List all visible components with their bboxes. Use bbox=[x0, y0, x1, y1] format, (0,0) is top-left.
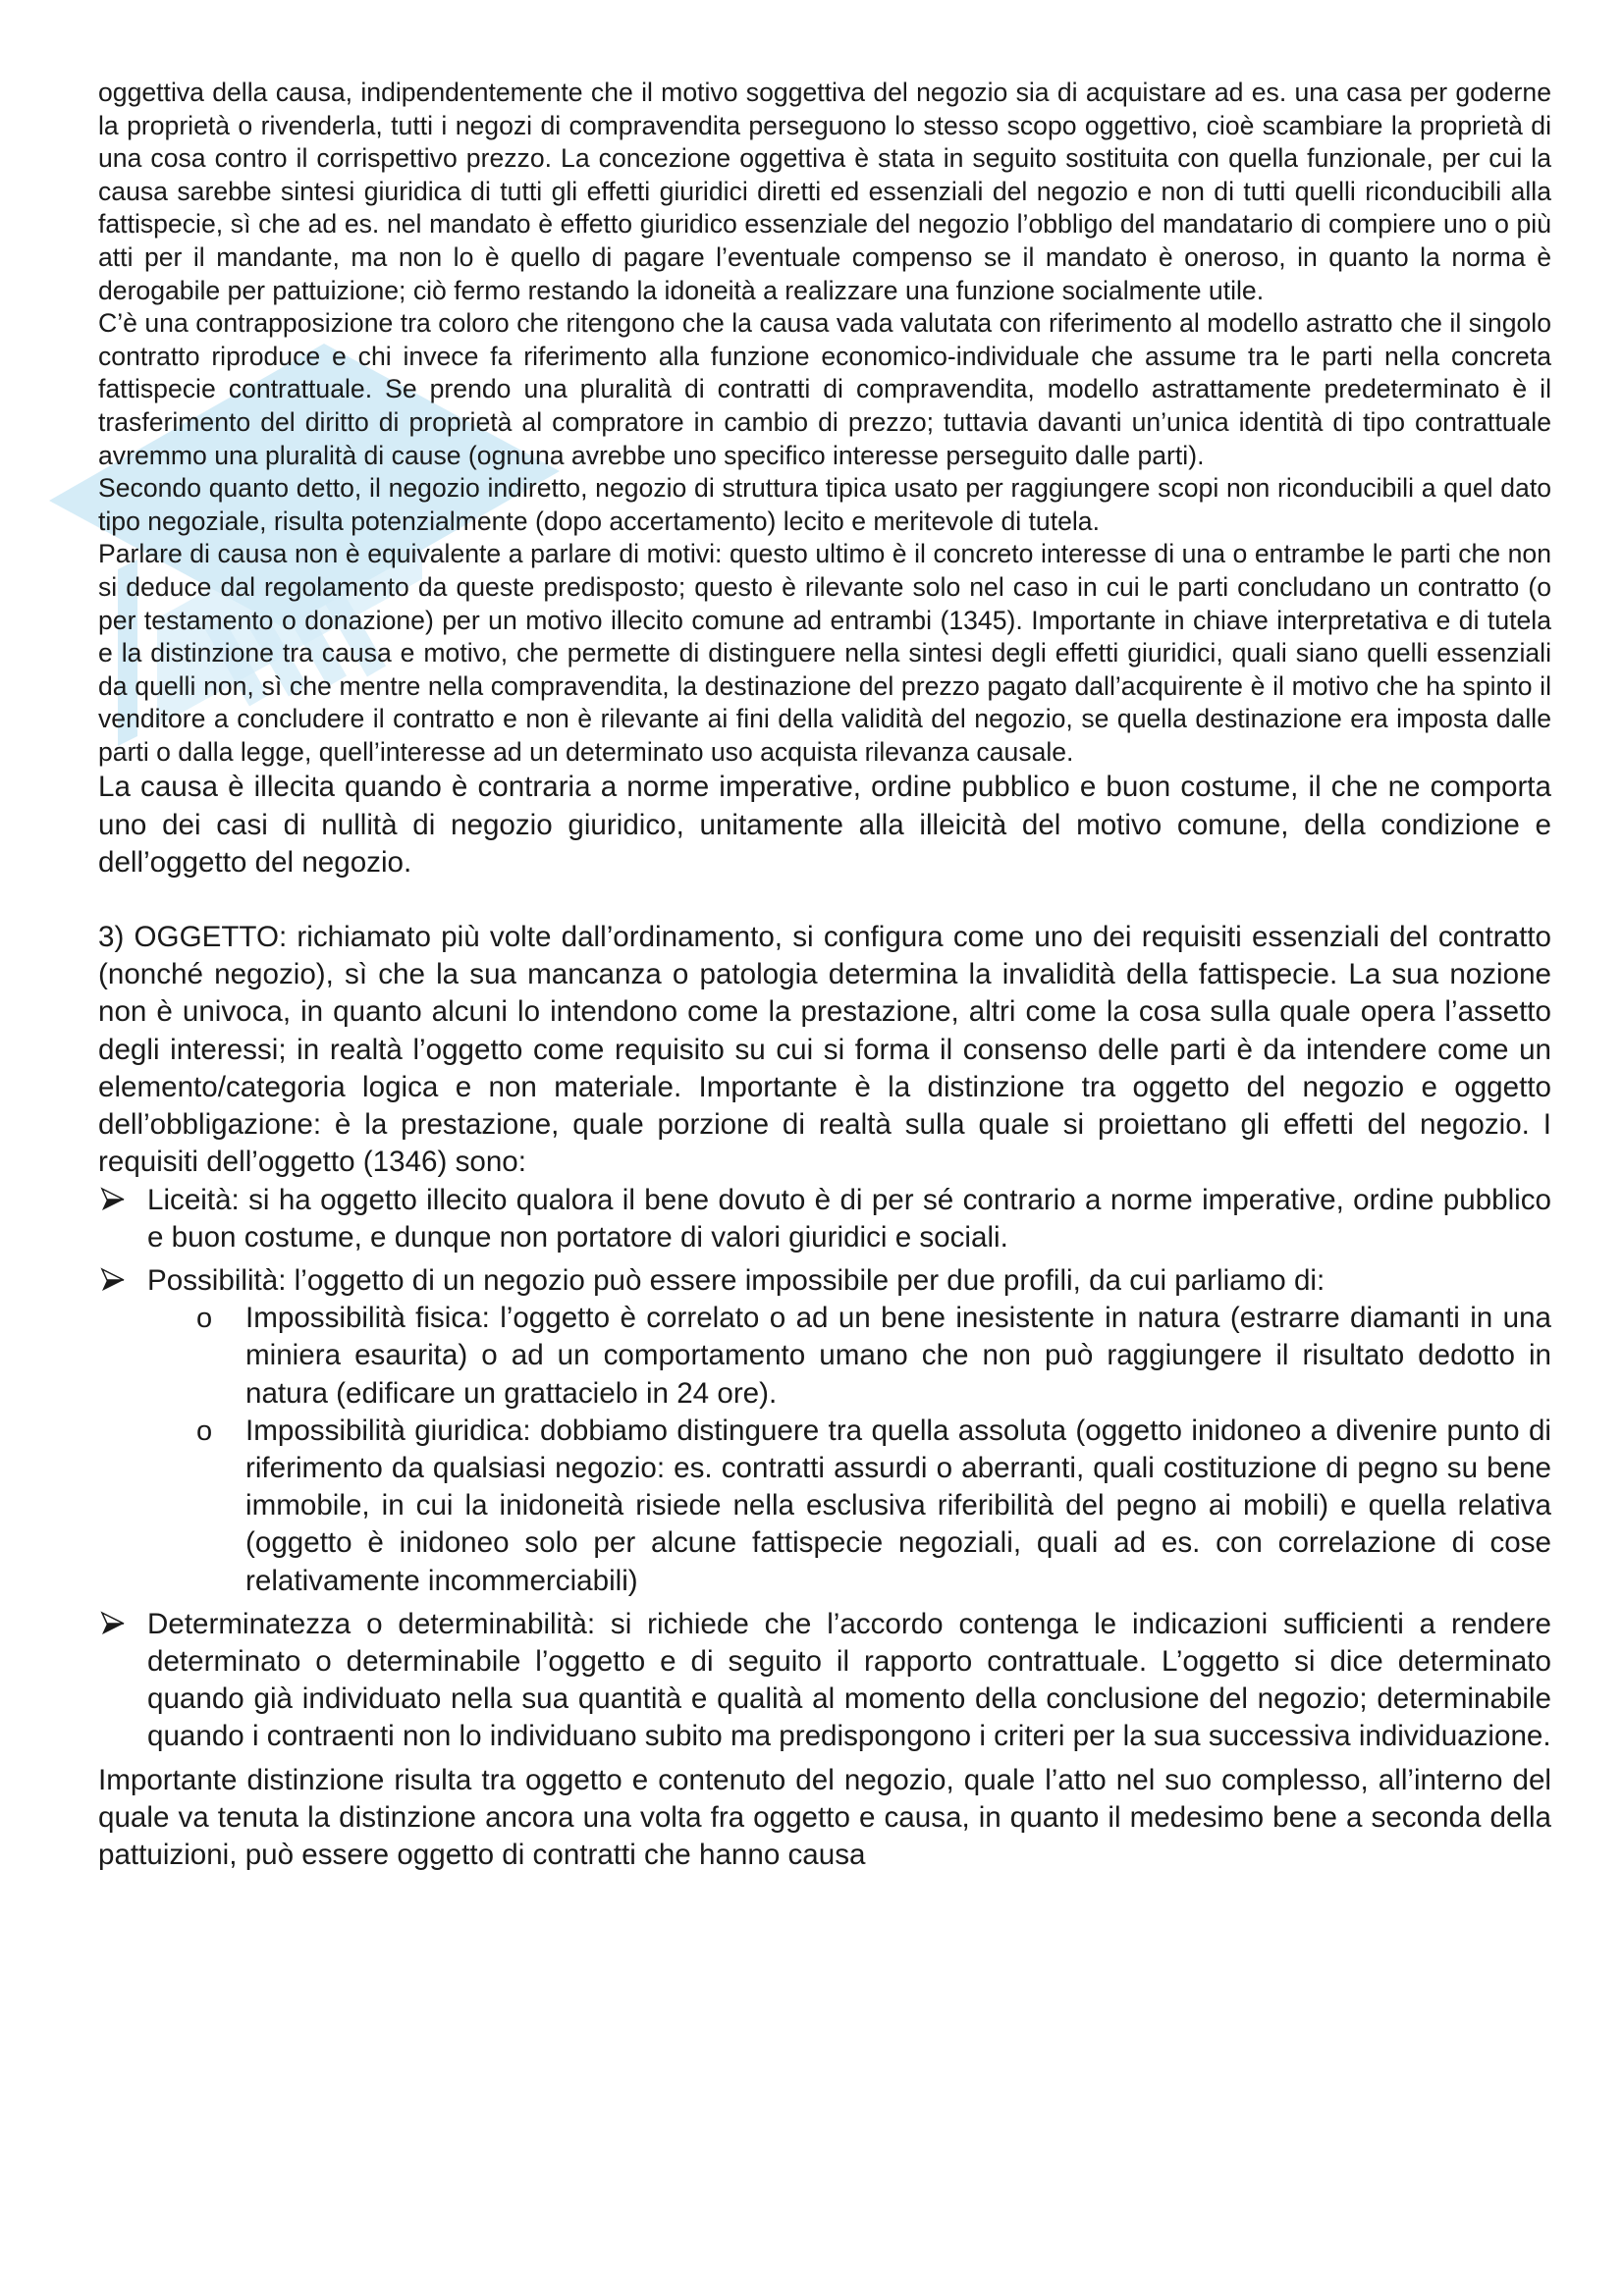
requisito-liceita: Liceità: si ha oggetto illecito qualora il bene dovuto è di per sé contrario a norme imperative, ordine pubblico e buon costume, e dunque non portatore di valori giuridici e sociali. bbox=[147, 1183, 1551, 1254]
document-page bbox=[98, 77, 1551, 1874]
paragraph-contrapposizione: C’è una contrapposizione tra coloro che ritengono che la causa vada valutata con riferimento al modello astratto che il singolo contratto riproduce e chi invece fa riferimento alla funzione economico-individuale che assume tra le parti nella concreta fattispecie contrattuale. Se prendo una pluralità di contratti di compravendita, modello astrattamente predeterminato è il trasferimento del diritto di proprietà al compratore in cambio di prezzo; tuttavia davanti un’unica identità di tipo contrattuale avremmo una pluralità di cause (ognuna avrebbe uno specifico interesse perseguito dalle parti). bbox=[98, 308, 1551, 470]
sub-bullet-marker: o bbox=[196, 1303, 213, 1335]
list-item bbox=[147, 1413, 1551, 1600]
list-item bbox=[98, 1606, 1551, 1756]
possibilita-sublist bbox=[147, 1300, 1551, 1600]
arrow-bullet-icon bbox=[98, 1609, 128, 1638]
paragraph-causa-illecita: La causa è illecita quando è contraria a norme imperative, ordine pubblico e buon costume, il che ne comporta uno dei casi di nullità di negozio giuridico, unitamente alla illeicità del motivo comune, della condizione e dell’oggetto del negozio. bbox=[98, 771, 1551, 879]
spacer bbox=[98, 881, 1551, 919]
requisito-determinatezza: Determinatezza o determinabilità: si richiede che l’accordo contenga le indicazioni sufficienti a rendere determinato o determinabile l’oggetto e di seguito il rapporto contrattuale. L’oggetto si dice determinato quando già individuato nella sua quantità e qualità al momento della conclusione del negozio; determinabile quando i contraenti non lo individuano subito ma predispongono i criteri per la sua successiva individuazione. bbox=[147, 1607, 1551, 1753]
paragraph-causa-oggettiva: oggettiva della causa, indipendentemente che il motivo soggettiva del negozio sia di acquistare ad es. una casa per goderne la proprietà o rivenderla, tutti i negozi di compravendita perseguono lo stesso scopo oggettivo, cioè scambiare la proprietà di una cosa contro il corrispettivo prezzo. La concezione oggettiva è stata in seguito sostituita con quella funzionale, per cui la causa sarebbe sintesi giuridica di tutti gli effetti giuridici diretti ed essenziali del negozio e non di tutti quelli riconducibili alla fattispecie, sì che ad es. nel mandato è effetto giuridico essenziale del negozio l’obbligo del mandatario di compiere uno o più atti per il mandante, ma non lo è quello di pagare l’eventuale compenso se il mandato è oneroso, in quanto la norma è derogabile per pattuizione; ciò fermo restando la idoneità a realizzare una funzione socialmente utile. bbox=[98, 78, 1551, 305]
paragraph-oggetto-contenuto: Importante distinzione risulta tra oggetto e contenuto del negozio, quale l’atto nel suo complesso, all’interno del quale va tenuta la distinzione ancora una volta fra oggetto e causa, in quanto il medesimo bene a seconda della pattuizioni, può essere oggetto di contratti che hanno causa bbox=[98, 1763, 1551, 1871]
requisito-possibilita: Possibilità: l’oggetto di un negozio può essere impossibile per due profili, da cui parliamo di: bbox=[147, 1263, 1325, 1297]
arrow-bullet-icon bbox=[98, 1185, 128, 1214]
list-item bbox=[147, 1300, 1551, 1413]
impossibilita-fisica: Impossibilità fisica: l’oggetto è correlato o ad un bene inesistente in natura (estrarre diamanti in una miniera esaurita) o ad un comportamento umano che non può raggiungere il risultato dedotto in natura (edificare un grattacielo in 24 ore). bbox=[245, 1302, 1551, 1410]
requisiti-list bbox=[98, 1182, 1551, 1756]
paragraph-causa-motivi: Parlare di causa non è equivalente a parlare di motivi: questo ultimo è il concreto interesse di una o entrambe le parti che non si deduce dal regolamento da queste predisposto; questo è rilevante solo nel caso in cui le parti concludano un contratto (o per testamento o donazione) per un motivo illecito comune ad entrambi (1345). Importante in chiave interpretativa e di tutela e la distinzione tra causa e motivo, che permette di distinguere nella sintesi degli effetti giuridici, quali siano quelli essenziali da quelli non, sì che mentre nella compravendita, la destinazione del prezzo pagato dall’acquirente è il motivo che ha spinto il venditore a concludere il contratto e non è rilevante ai fini della validità del negozio, se quella destinazione era imposta dalle parti o dalla legge, quell’interesse ad un determinato uso acquista rilevanza causale. bbox=[98, 539, 1551, 767]
impossibilita-giuridica: Impossibilità giuridica: dobbiamo distinguere tra quella assoluta (oggetto inidoneo a divenire punto di riferimento da qualsiasi negozio: es. contratti assurdi o aberranti, quali costituzione di pegno su bene immobile, in cui la inidoneità risiede nella esclusiva riferibilità del pegno ai mobili) e quella relativa (oggetto è inidoneo solo per alcune fattispecie negoziali, quali ad es. con correlazione di cose relativamente incommerciabili) bbox=[245, 1414, 1551, 1597]
list-item bbox=[98, 1262, 1551, 1600]
paragraph-oggetto: 3) OGGETTO: richiamato più volte dall’ordinamento, si configura come uno dei requisiti essenziali del contratto (nonché negozio), sì che la sua mancanza o patologia determina la invalidità della fattispecie. La sua nozione non è univoca, in quanto alcuni lo intendono come la prestazione, altri come la cosa sulla quale opera l’assetto degli interessi; in realtà l’oggetto come requisito su cui si forma il consenso delle parti è da intendere come un elemento/categoria logica e non materiale. Importante è la distinzione tra oggetto del negozio e oggetto dell’obbligazione: è la prestazione, quale porzione di realtà sulla quale si proiettano gli effetti del negozio. I requisiti dell’oggetto (1346) sono: bbox=[98, 921, 1551, 1179]
sub-bullet-marker: o bbox=[196, 1415, 213, 1447]
arrow-bullet-icon bbox=[98, 1265, 128, 1295]
list-item bbox=[98, 1182, 1551, 1256]
paragraph-negozio-indiretto: Secondo quanto detto, il negozio indiretto, negozio di struttura tipica usato per raggiungere scopi non riconducibili a quel dato tipo negoziale, risulta potenzialmente (dopo accertamento) lecito e meritevole di tutela. bbox=[98, 473, 1551, 536]
